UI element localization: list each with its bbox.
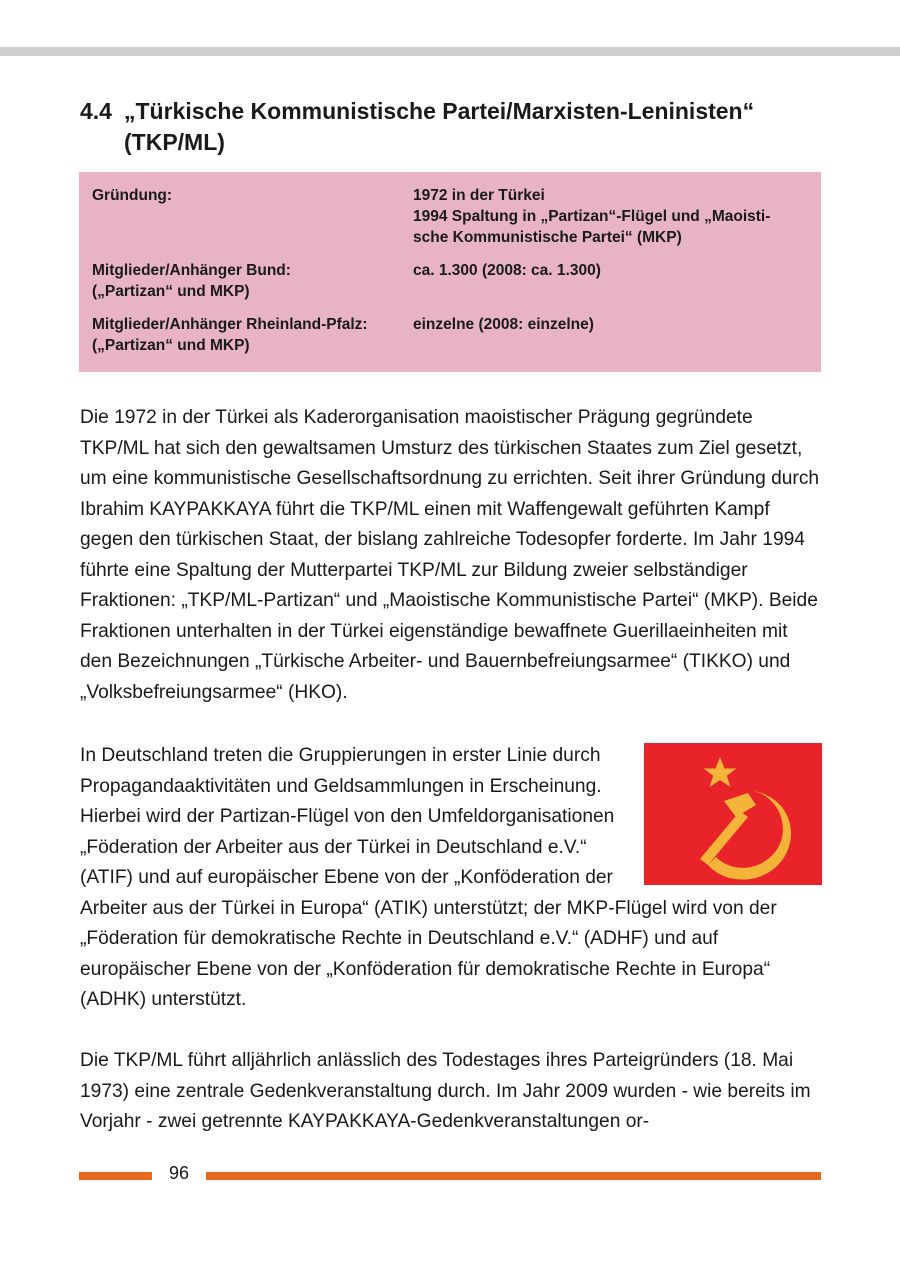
section-heading	[80, 96, 840, 158]
footer-rule-left	[79, 1172, 152, 1180]
info-label-line: Mitglieder/Anhänger Bund:	[92, 262, 291, 279]
info-label-line: Gründung:	[92, 187, 173, 204]
info-label-line: („Partizan“ und MKP)	[92, 283, 250, 300]
info-value-line: einzelne (2008: einzelne)	[413, 316, 594, 333]
info-row-members-federal	[92, 260, 809, 302]
paragraph-text: Die 1972 in der Türkei als Kaderorganisation maoistischer Prägung gegründete TKP/ML hat sich den gewaltsamen Umsturz des türkischen Staates zum Ziel gesetzt, um eine kommunistische Gesellschaftsordnung zu errichten. Seit ihrer Gründung durch Ibrahim KAYPAKKAYA führt die TKP/ML einen mit Waffengewalt geführten Kampf gegen den türkischen Staat, der bislang zahlreiche Todesopfer forderte. Im Jahr 1994 führte eine Spaltung der Mutterpartei TKP/ML zur Bildung zweier selbständiger Fraktionen: „TKP/ML-Partizan“ und „Maoistische Kommunistische Partei“ (MKP). Beide Fraktionen unterhalten in der Türkei eigenständige bewaffnete Guerillaeinheiten mit den Bezeichnungen „Türkische Arbeiter- und Bauernbefreiungsarmee“ (TIKKO) und „Volksbefreiungsarmee“ (HKO).	[80, 407, 820, 703]
info-label-line: Mitglieder/Anhänger Rheinland-Pfalz:	[92, 316, 368, 333]
hammer-sickle-flag-icon	[644, 743, 822, 885]
section-title-line2: (TKP/ML)	[124, 129, 225, 155]
info-value	[413, 314, 809, 356]
info-label	[92, 314, 413, 356]
flag-background	[644, 743, 822, 885]
body-paragraph-3	[80, 1046, 822, 1138]
section-title-line1: „Türkische Kommunistische Partei/Marxisten-Leninisten“	[124, 98, 755, 124]
info-value	[413, 185, 809, 248]
top-gray-bar	[0, 47, 900, 56]
info-value-line: 1994 Spaltung in „Partizan“-Flügel und „Maoisti-	[413, 208, 771, 225]
paragraph-text: Die TKP/ML führt alljährlich anlässlich des Todestages ihres Parteigründers (18. Mai 1973) eine zentrale Gedenkveranstaltung durch. Im Jahr 2009 wurden - wie bereits im Vorjahr - zwei getrennte KAYPAKKAYA-Gedenkveranstaltungen or-	[80, 1050, 811, 1132]
info-value-line: ca. 1.300 (2008: ca. 1.300)	[413, 262, 601, 279]
info-label	[92, 260, 413, 302]
info-label-line: („Partizan“ und MKP)	[92, 337, 250, 354]
info-row-members-rlp	[92, 314, 809, 356]
footer-rule-right	[206, 1172, 821, 1180]
info-box	[79, 172, 821, 372]
info-value-line: 1972 in der Türkei	[413, 187, 545, 204]
info-label	[92, 185, 413, 248]
info-value-line: sche Kommunistische Partei“ (MKP)	[413, 229, 682, 246]
body-paragraph-1	[80, 403, 822, 708]
info-row-founding	[92, 185, 809, 248]
body-paragraph-2	[80, 741, 822, 1016]
page-number: 96	[168, 1163, 190, 1183]
section-number: 4.4	[80, 98, 112, 124]
info-value	[413, 260, 809, 302]
paragraph-text: In Deutschland treten die Gruppierungen in erster Linie durch Propagandaaktivitäten und Geldsammlungen in Erscheinung. Hierbei wird der Partizan-Flügel von den Umfeldorganisationen „Föderation der Arbeiter aus der Türkei in Deutschland e.V.“ (ATIF) und auf europäischer Ebene von der „Konföderation der Arbeiter aus der Türkei in Europa“ (ATIK) unterstützt; der MKP-Flügel wird von der „Föderation für demokratische Rechte in Deutschland e.V.“ (ADHF) und auf europäischer Ebene von der „Konföderation für demokratische Rechte in Europa“ (ADHK) unterstützt.	[80, 745, 777, 1010]
